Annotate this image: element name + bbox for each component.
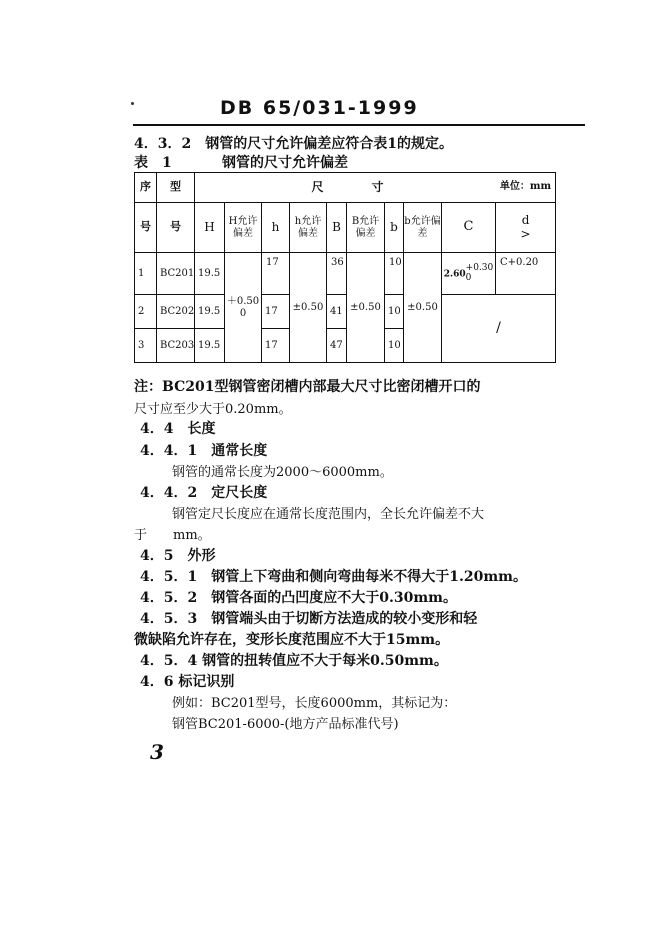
clause-4-5-3-line-1: 4．5．3 钢管端头由于切断方法造成的较小变形和轻	[140, 611, 478, 627]
B-tolerance-value: ±0.50	[347, 253, 385, 363]
H-tolerance-value: ＋0.50 0	[225, 253, 262, 363]
page-number: 3	[150, 740, 164, 764]
header-C: C	[442, 203, 496, 253]
header-H: H	[195, 203, 225, 253]
row1-H: 19.5	[195, 253, 225, 295]
clause-4-4-2-title: 4．4．2 定尺长度	[140, 485, 268, 501]
row3-type: BC203	[157, 329, 195, 363]
table-caption-title: 钢管的尺寸允许偏差	[222, 155, 348, 171]
header-B-tolerance: B允许偏差	[347, 203, 385, 253]
section-4-6-title: 4．6 标记识别	[140, 674, 235, 690]
standard-number: DB 65/031-1999	[220, 97, 419, 119]
row2-type: BC202	[157, 295, 195, 329]
note-line-1: 注：BC201型钢管密闭槽内部最大尺寸比密闭槽开口的	[134, 379, 481, 395]
row2-seq: 2	[135, 295, 157, 329]
row1-b: 10	[385, 253, 404, 295]
row1-h: 17	[262, 253, 290, 295]
row2-h: 17	[262, 295, 290, 329]
clause-4-4-1-body: 钢管的通常长度为2000～6000mm。	[172, 465, 393, 480]
header-b: b	[385, 203, 404, 253]
seq-header-top: 序	[135, 173, 157, 203]
C-value: 2.60+0.30 0	[442, 253, 496, 295]
table-caption-number: 表 1	[134, 155, 172, 171]
header-h-tolerance: h允许偏差	[290, 203, 327, 253]
row2-H: 19.5	[195, 295, 225, 329]
clause-4-4-2-body-1: 钢管定尺长度应在通常长度范围内，全长允许偏差不大	[172, 507, 485, 522]
header-B: B	[327, 203, 347, 253]
section-4-5-title: 4．5 外形	[140, 548, 216, 564]
b-tolerance-value: ±0.50	[404, 253, 442, 363]
scan-speck	[131, 102, 134, 105]
row1-seq: 1	[135, 253, 157, 295]
row2-B: 41	[327, 295, 347, 329]
header-h: h	[262, 203, 290, 253]
row3-seq: 3	[135, 329, 157, 363]
row2-b: 10	[385, 295, 404, 329]
marking-example: 例如：BC201型号，长度6000mm，其标记为：	[172, 696, 457, 711]
header-d: d >	[496, 203, 556, 253]
row3-b: 10	[385, 329, 404, 363]
seq-header-bottom: 号	[135, 203, 157, 253]
section-4-4-title: 4．4 长度	[140, 421, 216, 437]
clause-4-5-3-line-2: 微缺陷允许存在，变形长度范围应不大于15mm。	[134, 632, 450, 648]
clause-4-4-2-body-2: 于 mm。	[134, 528, 211, 543]
type-header-top: 型	[157, 173, 195, 203]
h-tolerance-value: ±0.50	[290, 253, 327, 363]
row3-h: 17	[262, 329, 290, 363]
marking-format: 钢管BC201-6000-(地方产品标准代号)	[172, 717, 399, 732]
dimension-tolerance-table	[134, 172, 556, 363]
row3-H: 19.5	[195, 329, 225, 363]
clause-4-5-2: 4．5．2 钢管各面的凸凹度应不大于0.30mm。	[140, 590, 457, 606]
clause-4-4-1-title: 4．4．1 通常长度	[140, 443, 268, 459]
type-header-bottom: 号	[157, 203, 195, 253]
clause-4-3-2: 4．3．2 钢管的尺寸允许偏差应符合表1的规定。	[134, 136, 453, 152]
d-value: C+0.20	[496, 253, 556, 295]
row1-type: BC201	[157, 253, 195, 295]
note-line-2: 尺寸应至少大于0.20mm。	[134, 402, 292, 417]
clause-4-5-1: 4．5．1 钢管上下弯曲和侧向弯曲每米不得大于1.20mm。	[140, 569, 527, 585]
row1-B: 36	[327, 253, 347, 295]
row3-B: 47	[327, 329, 347, 363]
header-b-tolerance: b允许偏差	[404, 203, 442, 253]
header-rule	[133, 124, 585, 126]
units-label: 单位：mm	[499, 180, 552, 192]
header-H-tolerance: H允许偏差	[225, 203, 262, 253]
clause-4-5-4: 4．5．4 钢管的扭转值应不大于每米0.50mm。	[140, 653, 448, 669]
dimension-group-header: 尺 寸 单位：mm	[195, 173, 556, 203]
not-applicable-cell: /	[442, 295, 556, 363]
